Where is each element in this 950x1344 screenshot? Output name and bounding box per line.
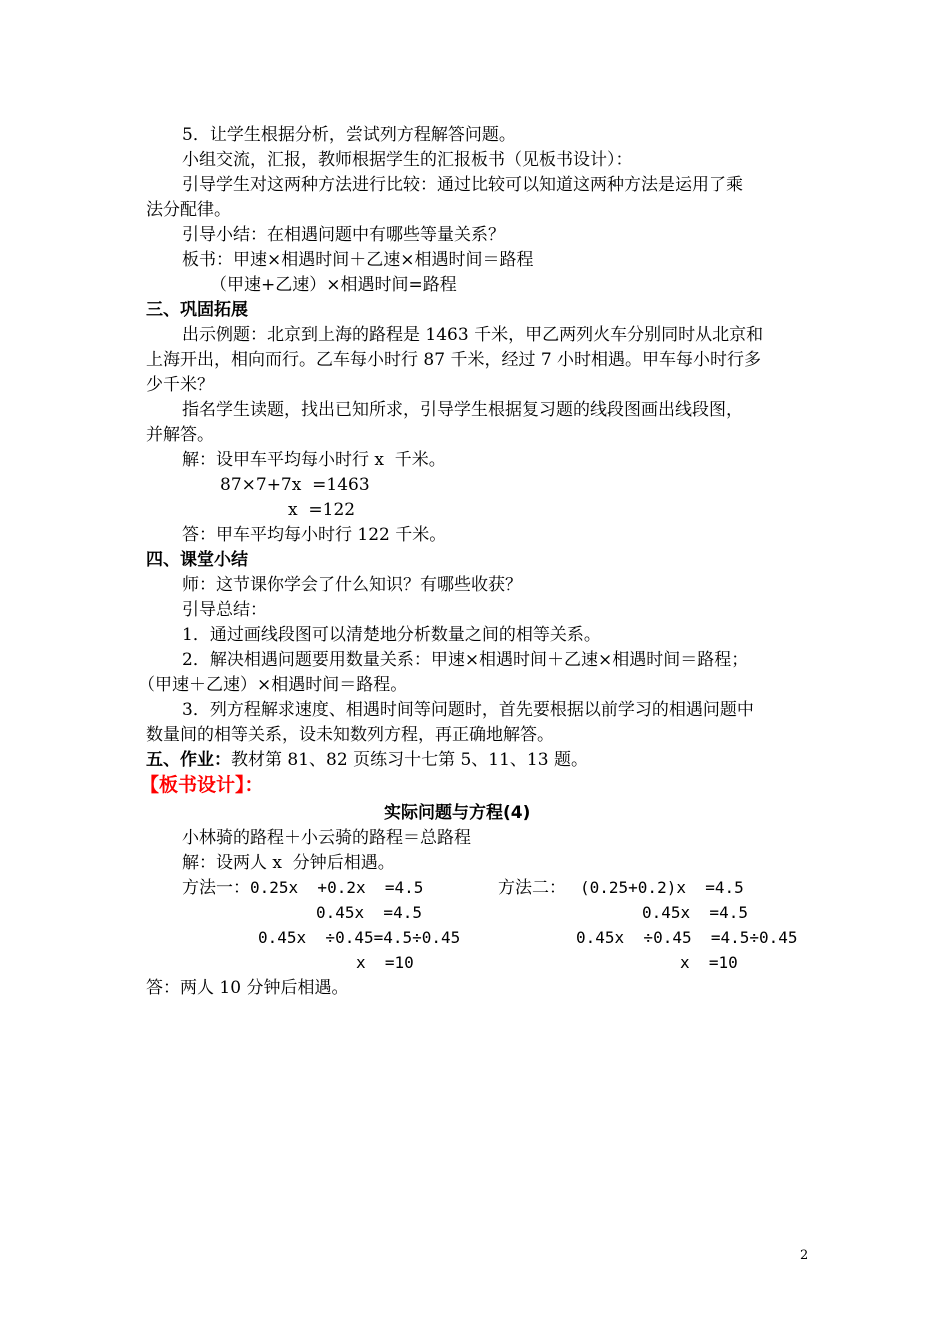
summary-item-3: 3．列方程解求速度、相遇时间等问题时，首先要根据以前学习的相遇问题中: [182, 700, 754, 720]
page-number: 2: [800, 1248, 809, 1263]
board-answer-line: 答：两人 10 分钟后相遇。: [146, 978, 349, 998]
solution-let-line: 解：设甲车平均每小时行 x 千米。: [182, 450, 446, 470]
summary-item-2-cont: （甲速＋乙速）×相遇时间＝路程。: [138, 675, 408, 695]
method-1-step-2: 0.45x =4.5: [316, 903, 422, 922]
section-heading-5: 五、作业：: [146, 750, 231, 770]
example-line-2: 上海开出，相向而行。乙车每小时行 87 千米，经过 7 小时相遇。甲车每小时行多: [146, 350, 762, 370]
guide-summary-line: 引导总结：: [182, 600, 267, 620]
reading-line-1: 指名学生读题，找出已知所求，引导学生根据复习题的线段图画出线段图，: [182, 400, 743, 420]
board-let-line: 解：设两人 x 分钟后相遇。: [182, 853, 395, 873]
method-2-step-3: 0.45x ÷0.45 =4.5÷0.45: [576, 928, 798, 947]
teacher-question-line: 师：这节课你学会了什么知识？有哪些收获？: [182, 575, 522, 595]
summary-item-1: 1．通过画线段图可以清楚地分析数量之间的相等关系。: [182, 625, 601, 645]
summary-item-2: 2．解决相遇问题要用数量关系：甲速×相遇时间＋乙速×相遇时间＝路程；: [182, 650, 749, 670]
method-1-step-1: 0.25x +0.2x =4.5: [250, 878, 424, 897]
example-line-1: 出示例题：北京到上海的路程是 1463 千米，甲乙两列火车分别同时从北京和: [182, 325, 764, 345]
section-heading-3: 三、巩固拓展: [146, 300, 248, 320]
equation-line-2: x =122: [288, 500, 356, 520]
board-relation-line: 小林骑的路程＋小云骑的路程＝总路程: [182, 828, 471, 848]
example-line-3: 少千米？: [146, 375, 214, 395]
summary-question-line: 引导小结：在相遇问题中有哪些等量关系？: [182, 225, 505, 245]
board-formula-line-2: （甲速+乙速）×相遇时间=路程: [210, 275, 457, 295]
compare-methods-line: 引导学生对这两种方法进行比较：通过比较可以知道这两种方法是运用了乘: [182, 175, 743, 195]
equation-line-1: 87×7+7x =1463: [220, 475, 370, 495]
method-1-step-3: 0.45x ÷0.45=4.5÷0.45: [258, 928, 461, 947]
group-report-line: 小组交流，汇报，教师根据学生的汇报板书（见板书设计）：: [182, 150, 633, 170]
answer-line: 答：甲车平均每小时行 122 千米。: [182, 525, 447, 545]
method-2-step-4: x =10: [680, 953, 738, 972]
method-2-label: 方法二：: [498, 878, 566, 898]
method-1-step-4: x =10: [356, 953, 414, 972]
section-heading-4: 四、课堂小结: [146, 550, 248, 570]
board-design-heading: 【板书设计】：: [140, 774, 264, 796]
board-formula-line: 板书：甲速×相遇时间＋乙速×相遇时间＝路程: [182, 250, 534, 270]
method-1-label: 方法一：: [182, 878, 250, 898]
method-2-row: [498, 876, 744, 900]
method-2-step-2: 0.45x =4.5: [642, 903, 748, 922]
reading-line-2: 并解答。: [146, 425, 214, 445]
homework-text: 教材第 81、82 页练习十七第 5、11、13 题。: [231, 750, 588, 770]
method-2-step-1: (0.25+0.2)x =4.5: [580, 878, 744, 897]
method-1-row: [182, 876, 423, 900]
board-title: 实际问题与方程(4): [384, 803, 531, 823]
step-5-line: 5．让学生根据分析，尝试列方程解答问题。: [182, 125, 516, 145]
summary-item-3-cont: 数量间的相等关系，设未知数列方程，再正确地解答。: [146, 725, 554, 745]
compare-methods-line-cont: 法分配律。: [146, 200, 231, 220]
homework-row: [146, 748, 588, 772]
